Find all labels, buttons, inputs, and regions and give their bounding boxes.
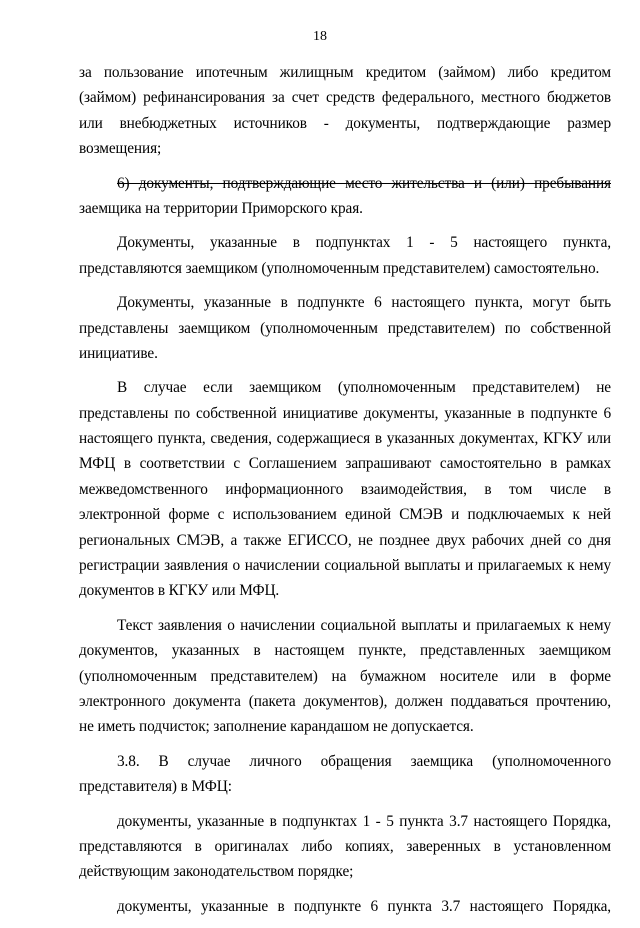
text-line: документов в КГКУ или МФЦ. [79, 582, 280, 600]
paragraph [79, 230, 611, 281]
text-line: или внебюджетных источников - документы, подтверждающие размер [79, 114, 611, 132]
text-line: (уполномоченным представителем) на бумажном носителе или в форме [79, 667, 611, 685]
text-line: инициативе. [79, 344, 158, 362]
text-line: представлены по собственной инициативе документы, указанные в подпункте 6 [79, 404, 611, 422]
text-line: МФЦ в соответствии с Соглашением запрашивают самостоятельно в рамках [79, 455, 611, 473]
paragraph [79, 375, 611, 604]
text-line: электронной форме с использованием единой СМЭВ и подключаемых к ней [79, 506, 611, 524]
text-line: Текст заявления о начислении социальной выплаты и прилагаемых к нему [117, 616, 611, 634]
text-line: действующим законодательством порядке; [79, 863, 354, 881]
document-body [79, 60, 611, 928]
text-line: 3.8. В случае личного обращения заемщика (уполномоченного [117, 752, 611, 770]
text-line: В случае если заемщиком (уполномоченным представителем) не [117, 379, 611, 397]
paragraph [79, 894, 611, 919]
text-line: представляются заемщиком (уполномоченным представителем) самостоятельно. [79, 259, 600, 277]
paragraph [79, 60, 611, 162]
text-line: Документы, указанные в подпункте 6 настоящего пункта, могут быть [117, 294, 611, 312]
text-line: межведомственного информационного взаимодействия, в том числе в [79, 480, 611, 498]
text-line: (займом) рефинансирования за счет средств федерального, местного бюджетов [79, 89, 611, 107]
text-line: электронного документа (пакета документов), должен поддаваться прочтению, [79, 692, 611, 710]
text-line-struck: 6) документы, подтверждающие место жительства и (или) пребывания [117, 174, 611, 192]
paragraph [79, 290, 611, 366]
text-line: не иметь подчисток; заполнение карандашом не допускается. [79, 718, 474, 736]
paragraph [79, 809, 611, 885]
paragraph [79, 613, 611, 740]
text-line: документы, указанные в подпункте 6 пункта 3.7 настоящего Порядка, [117, 897, 611, 915]
text-line: Документы, указанные в подпунктах 1 - 5 настоящего пункта, [117, 234, 611, 252]
text-line: заемщика на территории Приморского края. [79, 199, 363, 217]
text-line: регистрации заявления о начислении социальной выплаты и прилагаемых к нему [79, 557, 611, 575]
paragraph [79, 749, 611, 800]
text-line: документов, указанных в настоящем пункте, представленных заемщиком [79, 642, 611, 660]
text-line: представляются в оригиналах либо копиях, заверенных в установленном [79, 837, 611, 855]
text-line: региональных СМЭВ, а также ЕГИССО, не позднее двух рабочих дней со дня [79, 531, 611, 549]
text-line: возмещения; [79, 140, 162, 158]
text-line: представителя) в МФЦ: [79, 778, 232, 796]
paragraph [79, 171, 611, 222]
text-line: за пользование ипотечным жилищным кредитом (займом) либо кредитом [79, 64, 611, 81]
text-line: настоящего пункта, сведения, содержащиеся в указанных документах, КГКУ или [79, 430, 611, 448]
page-number: 18 [313, 29, 327, 44]
text-line: документы, указанные в подпунктах 1 - 5 пункта 3.7 настоящего Порядка, [117, 812, 611, 830]
text-line: представлены заемщиком (уполномоченным представителем) по собственной [79, 319, 611, 337]
